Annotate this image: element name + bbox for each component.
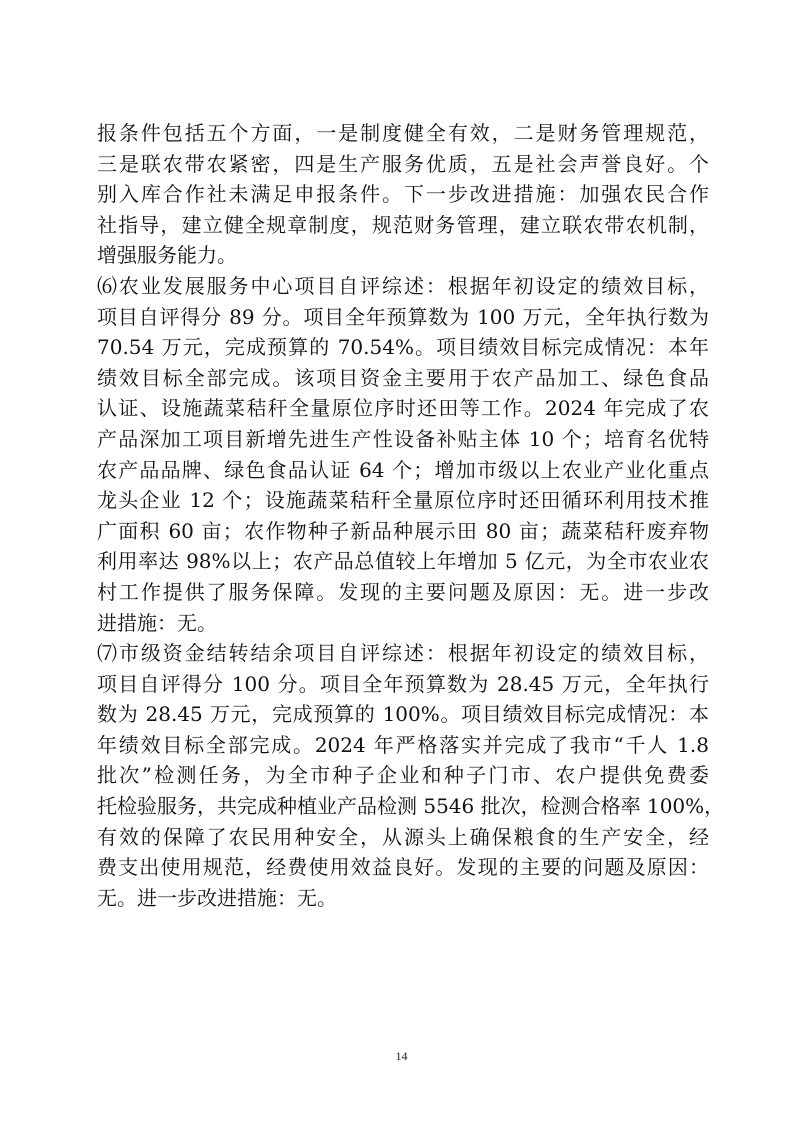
text-line: 利用率达 98%以上；农产品总值较上年增加 5 亿元，为全市农业农 [97,549,709,574]
text-line: 增强服务能力。 [97,243,237,268]
text-line: 产品深加工项目新增先进生产性设备补贴主体 10 个；培育名优特 [97,426,709,451]
paragraph-municipal-fund-carryover [97,638,725,913]
text-line: 别入库合作社未满足申报条件。下一步改进措施：加强农民合作 [97,182,709,207]
text-line: 认证、设施蔬菜秸秆全量原位序时还田等工作。2024 年完成了农 [97,396,709,421]
text-line: 龙头企业 12 个；设施蔬菜秸秆全量原位序时还田循环利用技术推 [97,488,709,513]
body-text [97,118,725,913]
text-line: ⑹农业发展服务中心项目自评综述：根据年初设定的绩效目标， [97,273,709,298]
text-line: 项目自评得分 89 分。项目全年预算数为 100 万元，全年执行数为 [97,304,709,329]
text-line: 费支出使用规范，经费使用效益良好。发现的主要的问题及原因： [97,855,709,880]
text-line: 项目自评得分 100 分。项目全年预算数为 28.45 万元，全年执行 [97,671,709,696]
text-line: 托检验服务，共完成种植业产品检测 5546 批次，检测合格率 100%， [97,794,725,819]
text-line: 广面积 60 亩；农作物种子新品种展示田 80 亩；蔬菜秸秆废弃物 [97,518,709,543]
text-line: 三是联农带农紧密，四是生产服务优质，五是社会声誉良好。个 [97,151,709,176]
text-line: ⑺市级资金结转结余项目自评综述：根据年初设定的绩效目标， [97,641,709,666]
text-line: 社指导，建立健全规章制度，规范财务管理，建立联农带农机制， [97,212,709,237]
text-line: 有效的保障了农民用种安全，从源头上确保粮食的生产安全，经 [97,824,709,849]
text-line: 村工作提供了服务保障。发现的主要问题及原因：无。进一步改 [97,579,709,604]
text-line: 批次”检测任务，为全市种子企业和种子门市、农户提供免费委 [97,763,709,788]
text-line: 70.54 万元，完成预算的 70.54%。项目绩效目标完成情况：本年 [97,335,709,360]
paragraph-cooperative-conditions [97,118,709,271]
text-line: 年绩效目标全部完成。2024 年严格落实并完成了我市“千人 1.8 [97,732,709,757]
text-line: 报条件包括五个方面，一是制度健全有效，二是财务管理规范， [97,121,709,145]
page-number: 14 [395,1049,408,1063]
text-line: 进措施：无。 [97,610,217,635]
text-line: 绩效目标全部完成。该项目资金主要用于农产品加工、绿色食品 [97,365,709,390]
paragraph-agri-service-center [97,271,709,638]
text-line: 数为 28.45 万元，完成预算的 100%。项目绩效目标完成情况：本 [97,702,709,727]
text-line: 无。进一步改进措施：无。 [97,885,337,910]
text-line: 农产品品牌、绿色食品认证 64 个；增加市级以上农业产业化重点 [97,457,709,482]
